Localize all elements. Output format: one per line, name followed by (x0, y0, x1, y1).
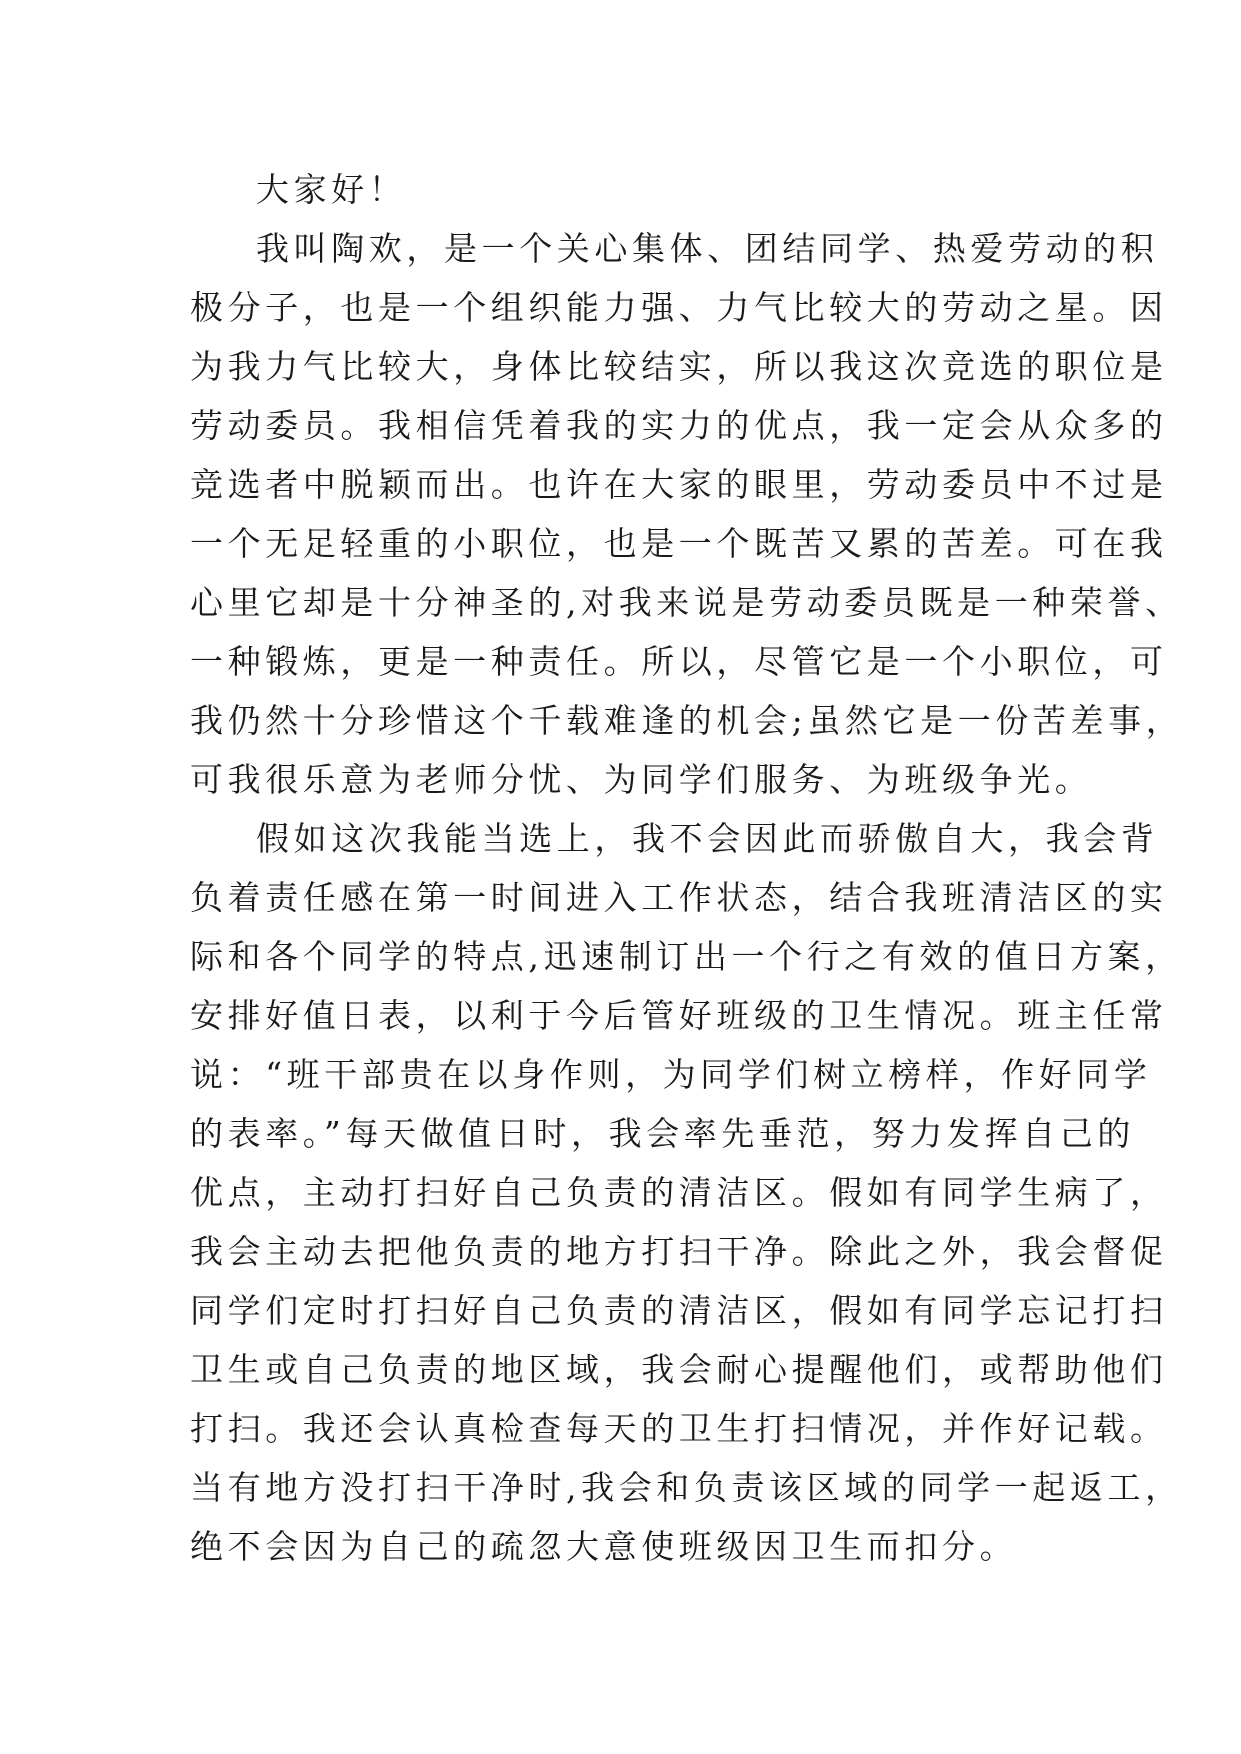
paragraph-line: 际和各个同学的特点,迅速制订出一个行之有效的值日方案， (190, 937, 1183, 976)
paragraph-line: 我叫陶欢，是一个关心集体、团结同学、热爱劳动的积 (256, 229, 1159, 268)
paragraph-line: 当有地方没打扫干净时,我会和负责该区域的同学一起返工， (190, 1468, 1183, 1507)
paragraph-1 (190, 219, 1241, 809)
paragraph-line: 同学们定时打扫好自己负责的清洁区，假如有同学忘记打扫 (190, 1291, 1168, 1330)
paragraph-2 (190, 809, 1241, 1576)
paragraph-line: 卫生或自己负责的地区域，我会耐心提醒他们，或帮助他们 (190, 1350, 1168, 1389)
paragraph-line: 说：“班干部贵在以身作则，为同学们树立榜样，作好同学 (190, 1055, 1152, 1094)
document-body (190, 160, 1241, 1576)
paragraph-line: 一种锻炼，更是一种责任。所以，尽管它是一个小职位，可 (190, 642, 1168, 681)
paragraph-line: 优点，主动打扫好自己负责的清洁区。假如有同学生病了， (190, 1173, 1168, 1212)
greeting-line: 大家好！ (256, 170, 407, 209)
paragraph-line: 我会主动去把他负责的地方打扫干净。除此之外，我会督促 (190, 1232, 1168, 1271)
paragraph-line: 我仍然十分珍惜这个千载难逢的机会;虽然它是一份苦差事， (190, 701, 1184, 740)
paragraph-line: 安排好值日表，以利于今后管好班级的卫生情况。班主任常 (190, 996, 1168, 1035)
paragraph-line: 极分子，也是一个组织能力强、力气比较大的劳动之星。因 (190, 288, 1168, 327)
paragraph-line: 为我力气比较大，身体比较结实，所以我这次竞选的职位是 (190, 347, 1168, 386)
paragraph-line: 的表率。”每天做值日时，我会率先垂范，努力发挥自己的 (190, 1114, 1135, 1153)
paragraph-line: 绝不会因为自己的疏忽大意使班级因卫生而扣分。 (190, 1527, 1018, 1566)
paragraph-line: 竞选者中脱颖而出。也许在大家的眼里，劳动委员中不过是 (190, 465, 1168, 504)
paragraph-line: 假如这次我能当选上，我不会因此而骄傲自大，我会背 (256, 819, 1159, 858)
paragraph-line: 负着责任感在第一时间进入工作状态，结合我班清洁区的实 (190, 878, 1168, 917)
paragraph-line: 可我很乐意为老师分忧、为同学们服务、为班级争光。 (190, 760, 1093, 799)
paragraph-line: 劳动委员。我相信凭着我的实力的优点，我一定会从众多的 (190, 406, 1168, 445)
paragraph-line: 心里它却是十分神圣的,对我来说是劳动委员既是一种荣誉、 (190, 583, 1183, 622)
paragraph-line: 打扫。我还会认真检查每天的卫生打扫情况，并作好记载。 (190, 1409, 1168, 1448)
paragraph-line: 一个无足轻重的小职位，也是一个既苦又累的苦差。可在我 (190, 524, 1168, 563)
